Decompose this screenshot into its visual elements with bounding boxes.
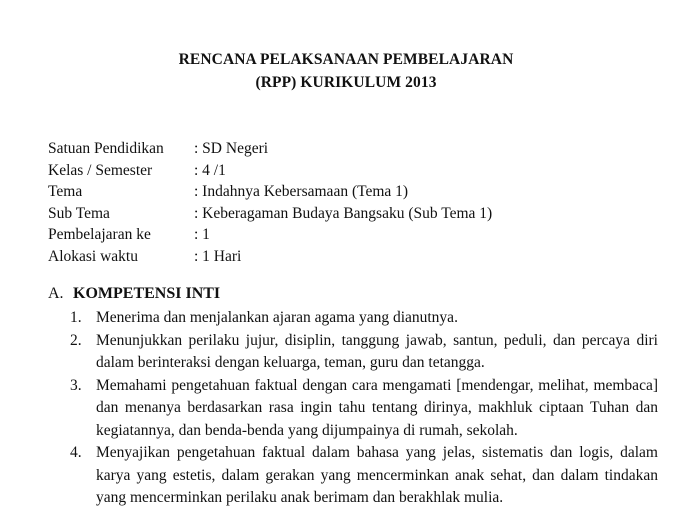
list-item	[70, 442, 658, 510]
list-item	[70, 375, 658, 443]
info-label: Satuan Pendidikan	[48, 140, 164, 157]
document-title-line-2: (RPP) KURIKULUM 2013	[255, 74, 437, 91]
list-item-text: Menyajikan pengetahuan faktual dalam bahasa yang jelas, sistematis dan logis, dalam karya yang estetis, dalam gerakan yang mencerminkan anak sehat, dan dalam tindakan yang mencerminkan perilaku anak berimam dan berakhlak mulia.	[96, 444, 658, 506]
identity-info-table	[48, 138, 493, 267]
info-row-kelas-semester	[48, 160, 226, 182]
list-item-text: Memahami pengetahuan faktual dengan cara mengamati [mendengar, melihat, membaca] dan menanya berdasarkan rasa ingin tahu tentang dirinya, makhluk ciptaan Tuhan dan kegiatannya, dan benda-benda yang dijumpainya di rumah, sekolah.	[96, 376, 658, 439]
kompetensi-inti-list	[70, 307, 658, 510]
info-row-alokasi-waktu	[48, 246, 242, 268]
info-label: Alokasi waktu	[48, 247, 138, 265]
info-value: : Keberagaman Budaya Bangsaku (Sub Tema 1)	[194, 204, 493, 222]
info-value: : 1 Hari	[194, 247, 242, 265]
list-item-number: 1.	[70, 309, 82, 326]
info-label: Tema	[48, 183, 83, 200]
info-label: Kelas / Semester	[48, 161, 153, 179]
list-item-number: 4.	[70, 444, 82, 461]
info-row-sub-tema	[48, 203, 493, 225]
info-row-satuan-pendidikan	[48, 138, 269, 160]
list-item-text: Menerima dan menjalankan ajaran agama yang dianutnya.	[96, 309, 458, 326]
list-item-number: 3.	[70, 376, 82, 394]
info-row-pembelajaran-ke	[48, 224, 210, 246]
section-title: KOMPETENSI INTI	[73, 285, 221, 302]
section-heading-kompetensi-inti	[48, 285, 220, 303]
info-value: : SD Negeri	[194, 140, 269, 157]
list-item	[70, 330, 658, 375]
list-item-number: 2.	[70, 331, 82, 349]
document-title-line-1: RENCANA PELAKSANAAN PEMBELAJARAN	[178, 51, 514, 68]
info-value: : 1	[194, 226, 210, 243]
list-item-text: Menunjukkan perilaku jujur, disiplin, tanggung jawab, santun, peduli, dan percaya diri dalam berinteraksi dengan keluarga, teman, guru dan tetangga.	[96, 331, 658, 371]
section-letter: A.	[48, 285, 64, 302]
list-item	[70, 307, 658, 330]
info-value: : 4 /1	[194, 161, 226, 179]
info-value: : Indahnya Kebersamaan (Tema 1)	[194, 183, 409, 200]
info-row-tema	[48, 181, 409, 203]
info-label: Sub Tema	[48, 204, 110, 222]
info-label: Pembelajaran ke	[48, 226, 151, 243]
